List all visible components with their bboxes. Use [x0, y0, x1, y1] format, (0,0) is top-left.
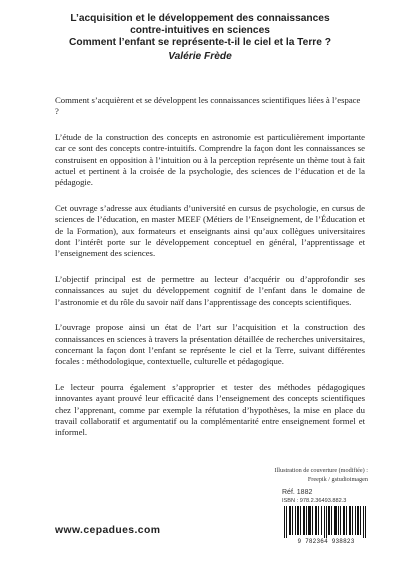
- blurb: [55, 95, 365, 453]
- isbn-text: ISBN : 978.2.36493.882.3: [282, 498, 347, 504]
- reference-number: Réf. 1882: [282, 489, 313, 496]
- blurb-paragraph-2: L’étude de la construction des concepts en astronomie est particulièrement importante car ce sont des concepts contre-intuitifs. Comprendre la façon dont les connaissances se construisent en opposition à l’intuition ou à la perception représente un thème tout à fait actuel et pertinent à la croisée de la psychologie, des sciences de l’éducation et de la pédagogie.: [55, 131, 365, 188]
- cover-illustration-credit: [262, 466, 368, 484]
- barcode-digits: 9 782364 938823: [297, 538, 355, 545]
- publisher-website[interactable]: www.cepadues.com: [55, 525, 161, 536]
- author-name: Valérie Frède: [168, 51, 232, 62]
- barcode-block: [282, 488, 370, 546]
- book-title-line1: L’acquisition et le développement des connaissances: [70, 13, 330, 24]
- book-title-line2: contre-intuitives en sciences: [130, 25, 270, 36]
- book-subtitle: Comment l’enfant se représente-t-il le ciel et la Terre ?: [69, 37, 331, 48]
- blurb-paragraph-1: Comment s’acquièrent et se développent les connaissances scientifiques liées à l’espace ?: [55, 95, 361, 117]
- barcode-icon: [282, 506, 370, 538]
- credit-line-2: Freepik / gstudioimagen: [307, 476, 368, 483]
- blurb-paragraph-6: Le lecteur pourra également s’approprier et tester des méthodes pédagogiques innovantes ayant prouvé leur efficacité dans l’enseignement des concepts scientifiques chez l’apprenant, comme par exemple la réfutation d’hypothèses, la mise en place du travail collaboratif et argumentatif ou la complémentarité entre enseignement formel et informel.: [55, 381, 365, 438]
- cover-header: [0, 13, 400, 63]
- blurb-paragraph-3: Cet ouvrage s’adresse aux étudiants d’université en cursus de psychologie, en cursus de sciences de l’éducation, en master MEEF (Métiers de l’Enseignement, de l’Éducation et de la Formation), aux formateurs et enseignants ainsi qu’aux collègues universitaires dont l’intérêt porte sur le développement conceptuel en général, l’apprentissage et l’enseignement des sciences.: [55, 202, 365, 259]
- blurb-paragraph-5: L’ouvrage propose ainsi un état de l’art sur l’acquisition et la construction des connaissances en sciences à travers la présentation détaillée de recherches universitaires, concernant la façon dont l’enfant se représente le ciel et la Terre, suivant différentes focales : méthodologique, contextuelle, culturelle et pédagogique.: [55, 322, 365, 367]
- credit-line-1: Illustration de couverture (modifiée) :: [274, 467, 368, 474]
- blurb-paragraph-4: L’objectif principal est de permettre au lecteur d’acquérir ou d’approfondir ses connaissances au sujet du développement cognitif de l’enfant dans le domaine de l’astronomie et du rôle du savoir naïf dans l’apprentissage des concepts scientifiques.: [55, 273, 365, 307]
